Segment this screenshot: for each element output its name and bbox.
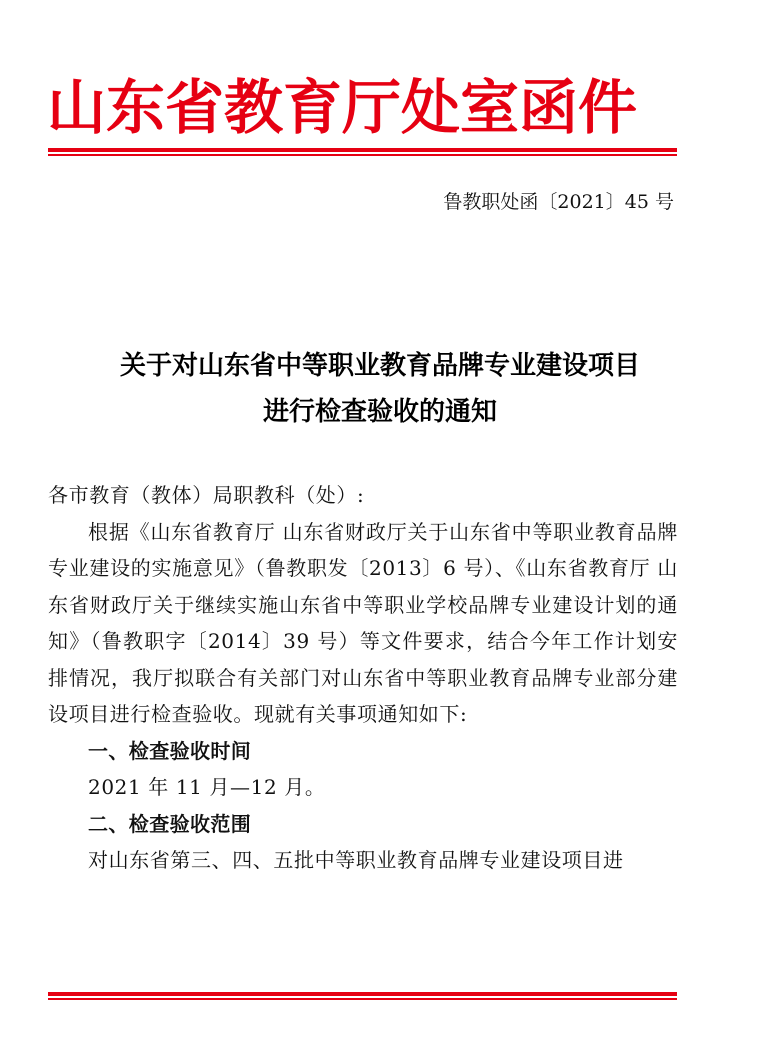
document-number: 鲁教职处函〔2021〕45 号	[443, 191, 674, 213]
section-2-text: 对山东省第三、四、五批中等职业教育品牌专业建设项目进	[88, 848, 624, 872]
paragraph-intro: 根据《山东省教育厅 山东省财政厅关于山东省中等职业教育品牌专业建设的实施意见》（鲁教职发〔2013〕6 号）、《山东省教育厅 山东省财政厅关于继续实施山东省中等职业学校品牌专业建设计划的通知》（鲁教职字〔2014〕39 号）等文件要求，结合今年工作计划安排情况，我厅拟联合有关部门对山东省中等职业教育品牌专业部分建设项目进行检查验收。现就有关事项通知如下:	[48, 519, 678, 726]
masthead-rule-bottom	[48, 154, 677, 156]
section-1-text: 2021 年 11 月—12 月。	[88, 775, 326, 799]
salutation: 各市教育（教体）局职教科（处）:	[48, 483, 365, 507]
title-line-2: 进行检查验收的通知	[262, 397, 497, 427]
section-2-heading: 二、检查验收范围	[88, 811, 252, 836]
masthead: 山东省教育厅处室函件	[47, 73, 638, 142]
footer-rule-top	[48, 992, 677, 996]
masthead-rule-top	[48, 148, 677, 152]
section-1-heading: 一、检查验收时间	[88, 738, 252, 763]
title-line-1: 关于对山东省中等职业教育品牌专业建设项目	[119, 351, 640, 381]
document-title	[40, 343, 720, 435]
document-body	[48, 477, 678, 879]
footer-rule-bottom	[48, 998, 677, 1000]
